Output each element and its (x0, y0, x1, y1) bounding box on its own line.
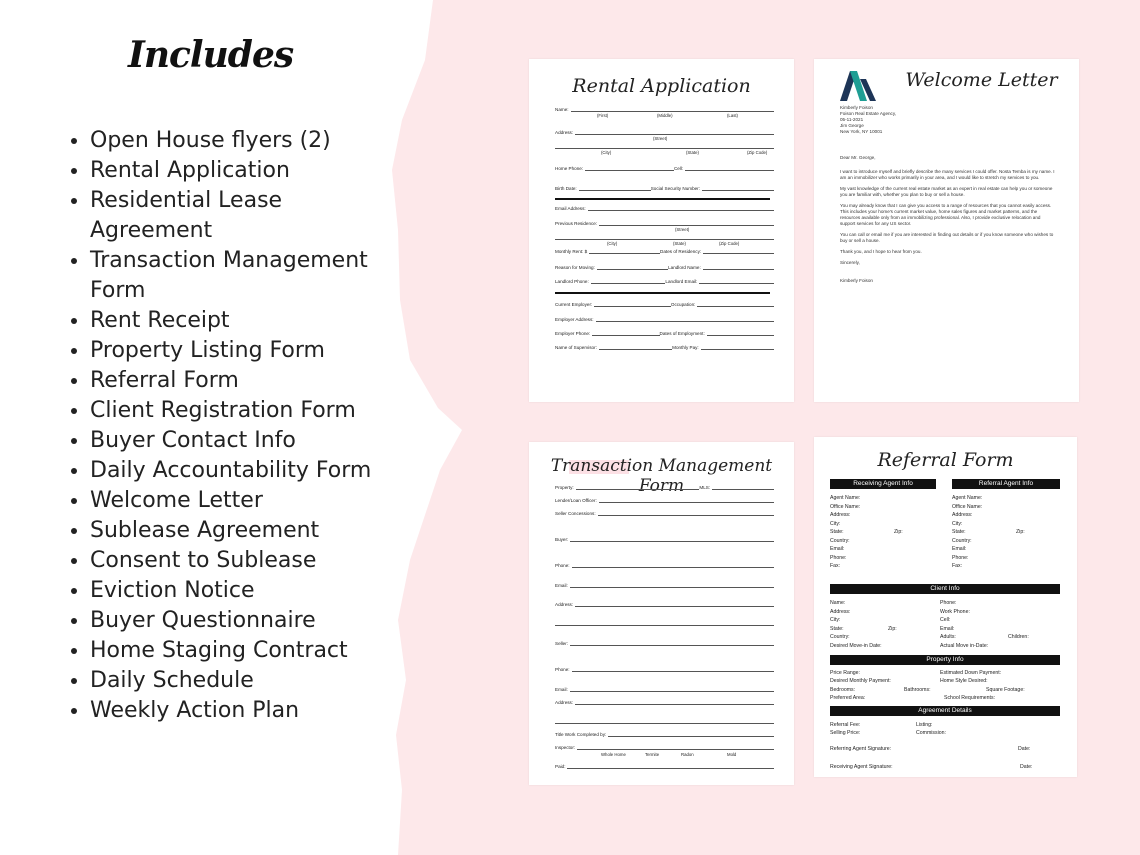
paragraph: You can call or email me if you are interested in finding out details or if you know someone who wishes to buy or sell a house. (840, 232, 1054, 243)
field-label: Dates of Employment: (659, 331, 705, 336)
list-item: • Buyer Contact Info (90, 426, 410, 456)
field-label: Cell: (673, 166, 684, 171)
field-sublabel: (First) (597, 113, 609, 118)
sender-line: Kimberly Foison (840, 105, 873, 110)
field-label: State: (952, 529, 966, 535)
field-label: Phone: (830, 554, 847, 561)
field-label: Title Work Completed by: (555, 732, 607, 737)
paragraph: Sincerely, (840, 260, 860, 265)
section-header: Agreement Details (830, 706, 1060, 716)
field-sublabel: Mold (727, 752, 737, 757)
signature-name: Kimberly Foison (840, 278, 873, 283)
paragraph: Thank you, and I hope to hear from you. (840, 249, 922, 254)
page-title: Transaction Management Form (550, 456, 773, 496)
field-label: Email: (940, 625, 955, 632)
paragraph: My vast knowledge of the current real estate market as an expert in real estate can help you or someone you are familiar with, whether you plan to buy or sell a house. (840, 186, 1053, 197)
company-logo-icon (840, 71, 876, 101)
field-label: Date: (1020, 764, 1033, 770)
field-label: Bathrooms: (904, 687, 931, 693)
field-label: Employer Phone: (555, 331, 591, 336)
field-label: Email Address: (555, 206, 586, 211)
page-title: Referral Form (877, 449, 1014, 471)
field-label: State: (830, 625, 844, 632)
field-label: Home Phone: (555, 166, 584, 171)
field-label: Desired Monthly Payment: (830, 678, 891, 684)
list-item: • Property Listing Form (90, 336, 410, 366)
field-label: Social Security Number: (650, 186, 700, 191)
field-label: Address: (830, 512, 851, 518)
field-label: Monthly Rent: $ (555, 249, 588, 254)
field-label: Country: (952, 537, 972, 544)
field-label: Email: (952, 546, 967, 552)
field-label: Paid: (555, 764, 566, 769)
field-label: Monthly Pay: (672, 345, 699, 350)
list-item: • Rental Application (90, 156, 410, 186)
field-label: City: (830, 520, 841, 527)
field-label: Office Name: (830, 503, 861, 510)
field-label: Receiving Agent Signature: (830, 764, 893, 770)
field-label: Address: (555, 130, 574, 135)
field-label: Referring Agent Signature: (830, 746, 892, 752)
list-item: • Consent to Sublease (90, 546, 410, 576)
field-sublabel: (Street) (675, 227, 690, 232)
field-sublabel: (Zip Code) (747, 150, 768, 155)
field-sublabel: Radon (681, 752, 694, 757)
field-label: State: (830, 529, 844, 535)
field-label: Work Phone: (940, 608, 970, 615)
field-label: Selling Price: (830, 730, 861, 736)
field-label: Children: (1008, 634, 1029, 640)
field-label: Occupation: (670, 302, 696, 307)
field-sublabel: Whole Home (601, 752, 626, 757)
field-sublabel: (Street) (653, 136, 668, 141)
list-item: • Daily Schedule (90, 666, 410, 696)
sender-block (840, 105, 896, 135)
field-label: Home Style Desired: (940, 678, 988, 684)
field-sublabel: Termite (645, 752, 660, 757)
referral-form-page (814, 437, 1077, 777)
sender-line: New York, NY 10001 (840, 129, 883, 134)
field-label: School Requirements: (944, 695, 996, 701)
field-sublabel: (State) (686, 150, 699, 155)
field-label: Name of Supervisor: (555, 345, 597, 350)
welcome-letter-page (814, 59, 1079, 402)
field-label: Country: (830, 537, 850, 544)
field-label: Landlord Name: (668, 265, 701, 270)
field-label: Current Employer: (555, 302, 593, 307)
field-label: Zip: (894, 529, 903, 535)
field-label: Fax: (830, 563, 841, 569)
letter-body (840, 155, 1055, 289)
field-label: Preferred Area: (830, 695, 866, 701)
field-label: Cell: (940, 617, 951, 623)
field-label: Lender/Loan Officer: (555, 498, 597, 503)
field-label: Phone: (940, 600, 957, 606)
field-label: Actual Move in-Date: (940, 642, 989, 649)
field-label: Office Name: (952, 503, 983, 510)
list-item: • Eviction Notice (90, 576, 410, 606)
field-label: Listing: (916, 722, 933, 728)
field-label: Zip: (888, 625, 897, 632)
field-sublabel: (City) (601, 150, 612, 155)
field-label: Inspector: (555, 745, 576, 750)
field-label: City: (830, 617, 841, 623)
field-label: Buyer: (555, 537, 569, 542)
field-label: Country: (830, 634, 850, 640)
field-label: Square Footage: (986, 687, 1025, 693)
field-label: Address: (952, 512, 973, 518)
field-label: City: (952, 520, 963, 527)
field-label: Employer Address: (555, 317, 594, 322)
field-label: Agent Name: (830, 495, 861, 501)
section-header: Receiving Agent Info (830, 479, 936, 489)
field-label: Address: (555, 602, 574, 607)
field-label: Name: (555, 107, 569, 112)
section-header: Property Info (830, 655, 1060, 665)
field-label: Desired Move-in Date: (830, 642, 882, 649)
field-sublabel: (Zip Code) (719, 241, 740, 246)
field-sublabel: (Last) (727, 113, 738, 118)
field-sublabel: (City) (607, 241, 618, 246)
field-label: MLS: (699, 485, 711, 490)
list-item: • Sublease Agreement (90, 516, 410, 546)
field-label: Adults: (940, 634, 956, 640)
field-label: Landlord Phone: (555, 279, 589, 284)
list-item: • Transaction Management Form (90, 246, 410, 306)
field-label: Phone: (555, 563, 570, 568)
field-label: Address: (555, 700, 574, 705)
list-item: • Weekly Action Plan (90, 696, 410, 726)
field-label: Date: (1018, 746, 1031, 752)
field-label: Email: (830, 546, 845, 552)
list-item: • Residential Lease Agreement (90, 186, 410, 246)
sender-line: Jim George (840, 123, 864, 128)
field-label: Landlord Email: (665, 279, 698, 284)
transaction-form-page (529, 442, 794, 785)
field-label: Seller Concessions: (555, 511, 596, 516)
includes-list (70, 126, 410, 726)
field-label: Commission: (916, 730, 946, 736)
field-label: Previous Residence: (555, 221, 598, 226)
list-item: • Daily Accountability Form (90, 456, 410, 486)
list-item: • Referral Form (90, 366, 410, 396)
list-item: • Rent Receipt (90, 306, 410, 336)
field-label: Email: (555, 583, 568, 588)
section-header: Client Info (830, 584, 1060, 594)
field-label: Birth Date: (555, 186, 577, 191)
list-item: • Buyer Questionnaire (90, 606, 410, 636)
sender-line: Foison Real Estate Agency, (840, 111, 897, 116)
field-label: Referral Fee: (830, 722, 861, 728)
field-sublabel: (Middle) (657, 113, 673, 118)
field-label: Zip: (1016, 529, 1025, 535)
rental-application-page (529, 59, 794, 402)
field-label: Name: (830, 600, 846, 606)
field-label: Fax: (952, 563, 963, 569)
field-sublabel: (State) (673, 241, 686, 246)
field-label: Price Range: (830, 670, 860, 676)
sender-line: 05-11-2021 (840, 117, 864, 122)
paragraph: I want to introduce myself and briefly describe the many services I could offer. Nosta Temba is my name. I am an immobilizer who works primarily in your area, and I would like to stretch my services to you. (840, 169, 1055, 180)
section-header: Referral Agent Info (952, 479, 1060, 489)
list-item: • Home Staging Contract (90, 636, 410, 666)
field-label: Dates of Residency: (660, 249, 702, 254)
field-label: Address: (830, 608, 851, 615)
field-label: Agent Name: (952, 495, 983, 501)
field-label: Phone: (555, 667, 570, 672)
list-item: • Open House flyers (2) (90, 126, 410, 156)
list-item: • Welcome Letter (90, 486, 410, 516)
field-label: Seller: (555, 641, 569, 646)
includes-heading: Includes (128, 34, 294, 76)
field-label: Email: (555, 687, 568, 692)
field-label: Bedrooms: (830, 687, 856, 693)
field-label: Reason for Moving: (555, 265, 595, 270)
salutation: Dear Mr. George, (840, 155, 876, 160)
field-label: Estimated Down Payment: (940, 670, 1002, 676)
page-title: Welcome Letter (905, 69, 1058, 91)
field-label: Property: (555, 485, 574, 490)
list-item: • Client Registration Form (90, 396, 410, 426)
page-title: Rental Application (572, 75, 751, 97)
paragraph: You may already know that I can give you access to a range of resources that you cannot easily access. This includes your home's current market value, home sales figures and market patterns, and the resources available only from an immobilizing professional. Also, I provide exclusive relocation and support services for any US sector. (840, 203, 1052, 226)
field-label: Phone: (952, 554, 969, 561)
